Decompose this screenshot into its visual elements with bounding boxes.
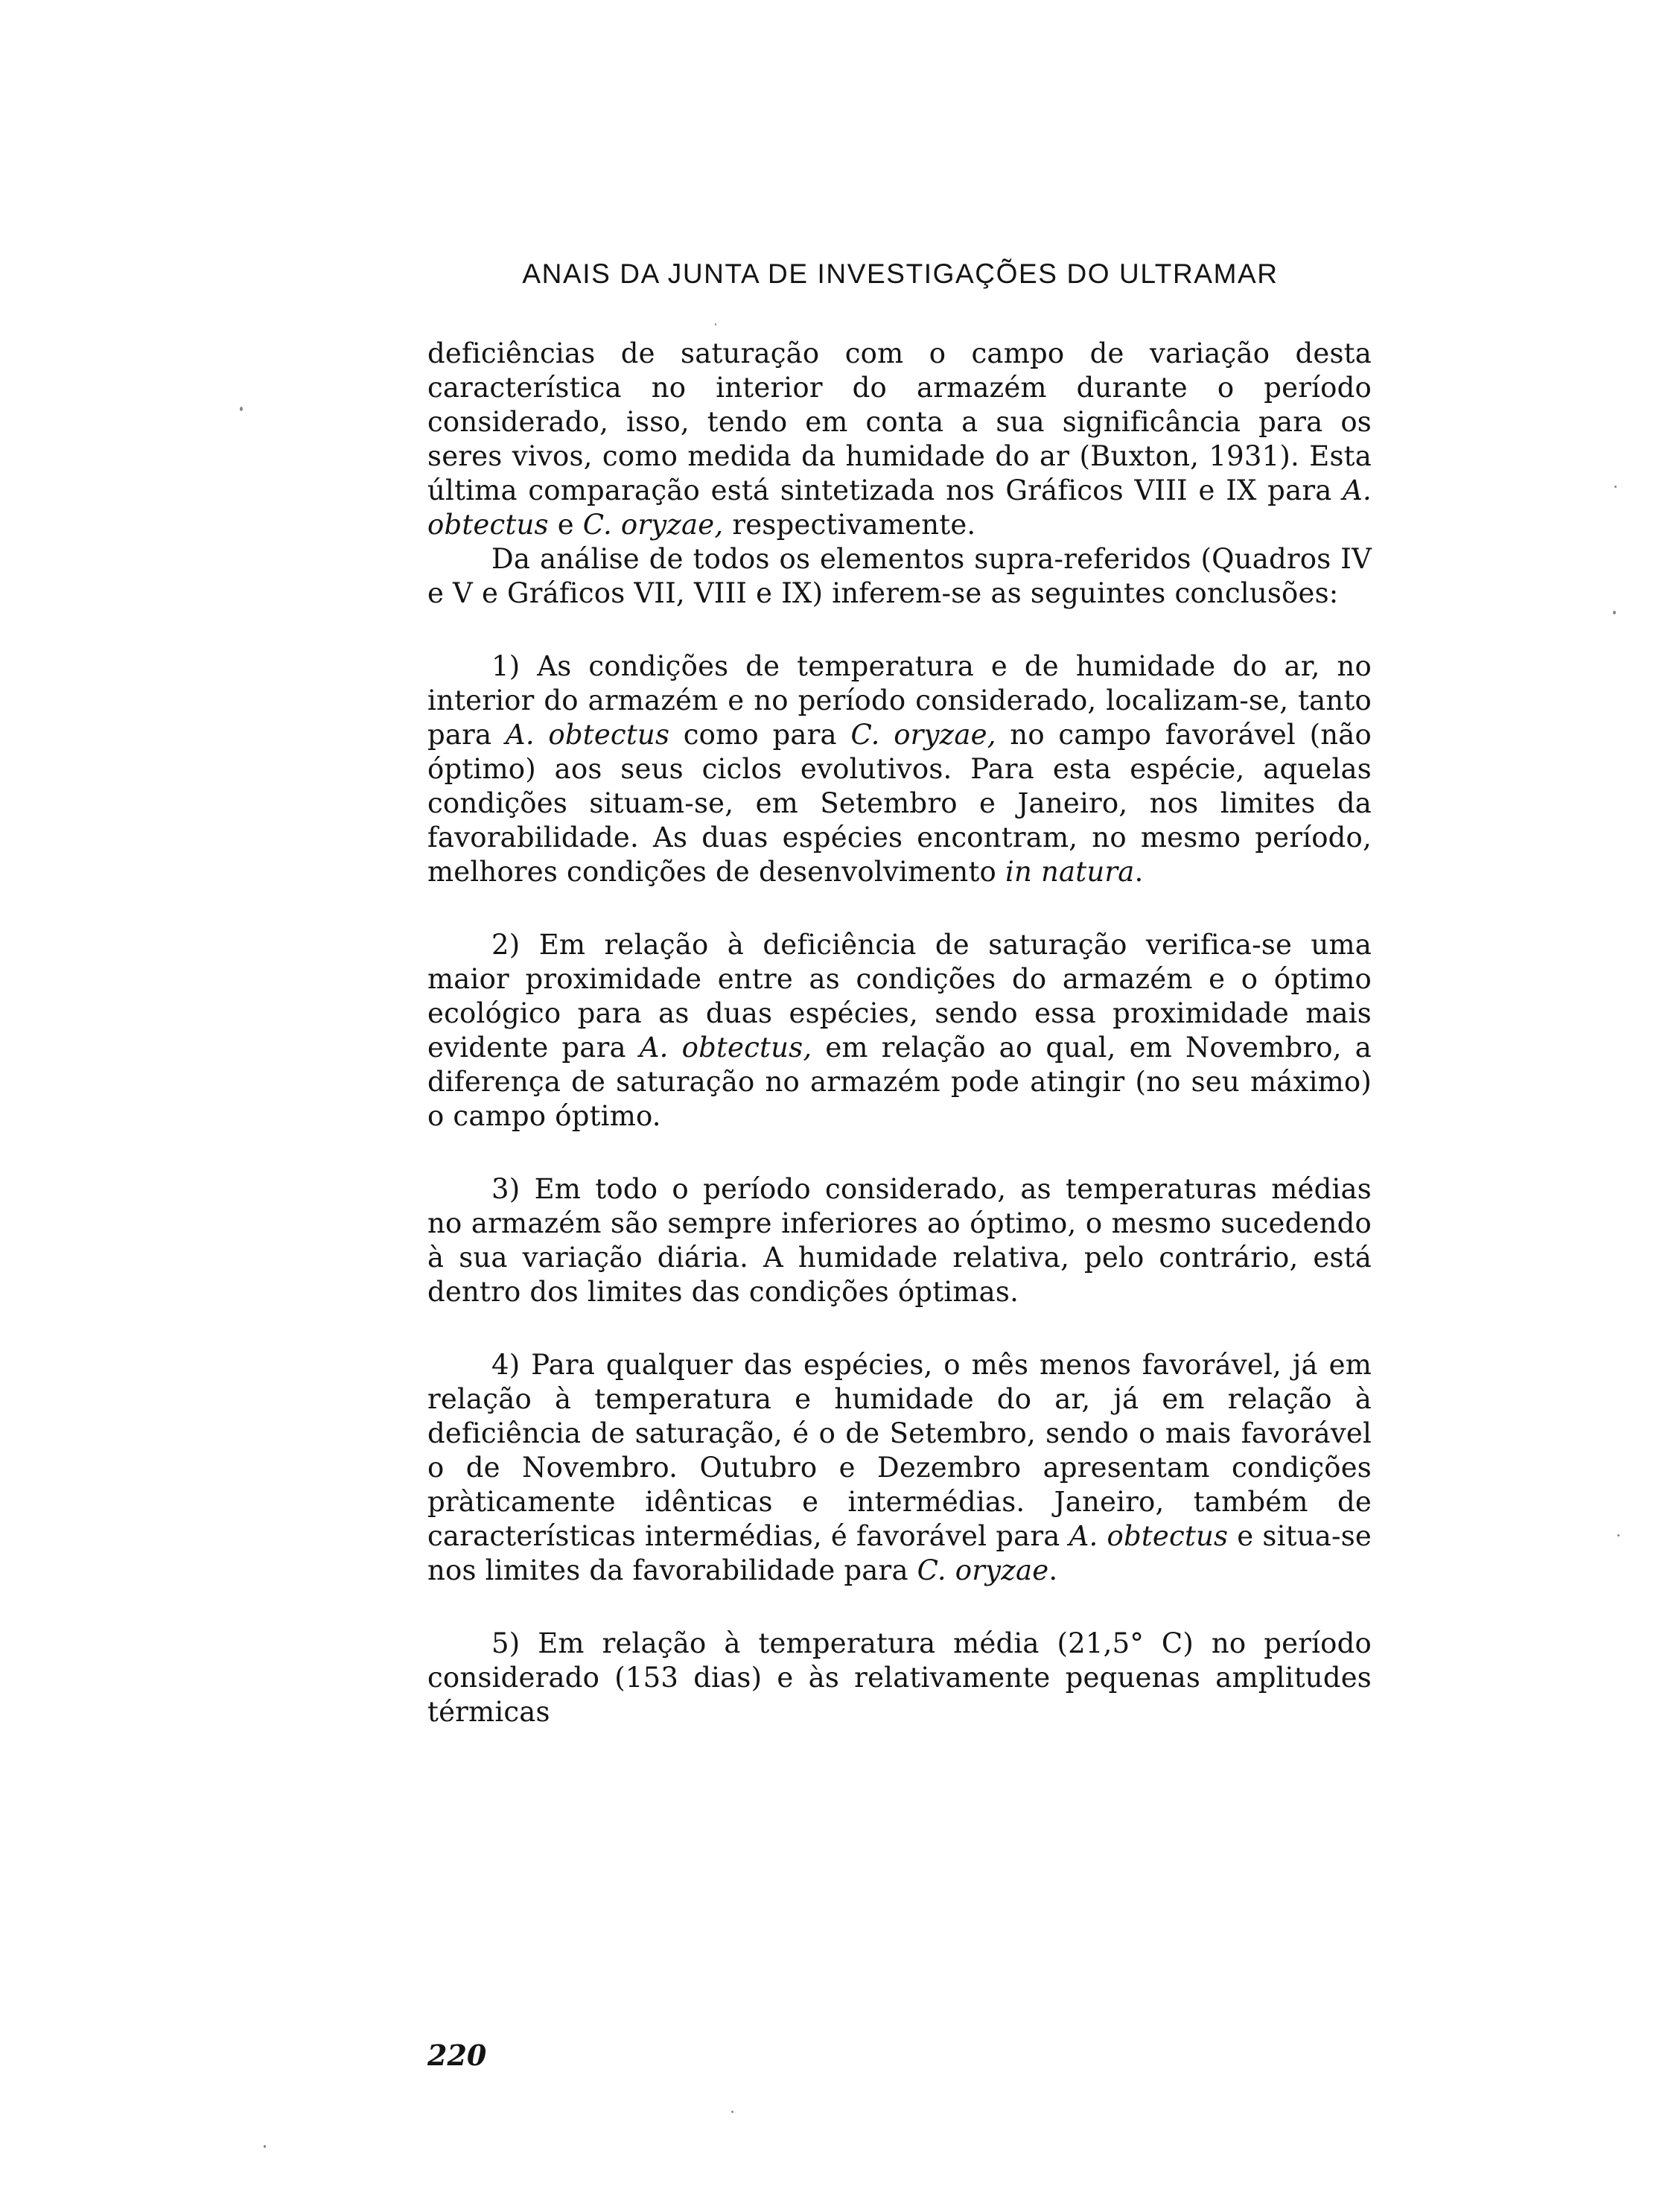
conclusion-3: 3) Em todo o período considerado, as temperaturas médias no armazém são sempre inferiores ao óptimo, o mesmo sucedendo à sua variação diária. A humidade relativa, pelo contrário, está dentro dos limites das condições óptimas. bbox=[427, 1173, 1372, 1308]
scan-speck bbox=[1617, 1534, 1620, 1536]
paragraph-analysis-intro: Da análise de todos os elementos supra-referidos (Quadros IV e V e Gráficos VII, VIII e IX) inferem-se as seguintes conclusões: bbox=[427, 543, 1372, 609]
scan-speck bbox=[264, 2145, 266, 2148]
species-name: C. oryzae, bbox=[850, 719, 996, 751]
species-name: A. obtectus bbox=[1069, 1520, 1229, 1552]
body-text bbox=[427, 337, 1372, 1729]
conclusion-5: 5) Em relação à temperatura média (21,5° C) no período considerado (153 dias) e às relativamente pequenas amplitudes térmicas bbox=[427, 1627, 1372, 1728]
latin-phrase: in natura bbox=[1005, 856, 1135, 888]
scan-speck bbox=[731, 2111, 733, 2113]
scan-speck bbox=[240, 407, 243, 411]
page-number: 220 bbox=[427, 2038, 487, 2072]
species-name: A. obtectus bbox=[427, 474, 1372, 541]
scan-speck bbox=[1614, 486, 1617, 488]
scan-speck bbox=[1613, 611, 1616, 614]
conclusion-2: 2) Em relação à deficiência de saturação verifica-se uma maior proximidade entre as condições do armazém e o óptimo ecológico para as duas espécies, sendo essa proximidade mais evidente para A. obtectus, em relação ao qual, em Novembro, a diferença de saturação no armazém pode atingir (no seu máximo) o campo óptimo. bbox=[427, 929, 1372, 1132]
paragraph-continuation: deficiências de saturação com o campo de variação desta característica no interior do armazém durante o período considerado, isso, tendo em conta a sua significância para os seres vivos, como medida da humidade do ar (Buxton, 1931). Esta última comparação está sintetizada nos Gráficos VIII e IX para A. obtectus e C. oryzae, respectivamente. bbox=[427, 337, 1372, 541]
species-name: C. oryzae, bbox=[582, 509, 724, 541]
species-name: A. obtectus, bbox=[639, 1032, 812, 1064]
running-header: ANAIS DA JUNTA DE INVESTIGAÇÕES DO ULTRAMAR bbox=[522, 258, 1279, 289]
species-name: C. oryzae bbox=[917, 1554, 1049, 1586]
scan-speck bbox=[715, 323, 716, 325]
conclusion-4: 4) Para qualquer das espécies, o mês menos favorável, já em relação à temperatura e humidade do ar, já em relação à deficiência de saturação, é o de Setembro, sendo o mais favorável o de Novembro. Outubro e Dezembro apresentam condições pràticamente idênticas e intermédias. Janeiro, também de características intermédias, é favorável para A. obtectus e situa-se nos limites da favorabilidade para C. oryzae. bbox=[427, 1349, 1372, 1586]
conclusion-1: 1) As condições de temperatura e de humidade do ar, no interior do armazém e no período considerado, localizam-se, tanto para A. obtectus como para C. oryzae, no campo favorável (não óptimo) aos seus ciclos evolutivos. Para esta espécie, aquelas condições situam-se, em Setembro e Janeiro, nos limites da favorabilidade. As duas espécies encontram, no mesmo período, melhores condições de desenvolvimento in natura. bbox=[427, 650, 1372, 888]
species-name: A. obtectus bbox=[505, 719, 670, 751]
